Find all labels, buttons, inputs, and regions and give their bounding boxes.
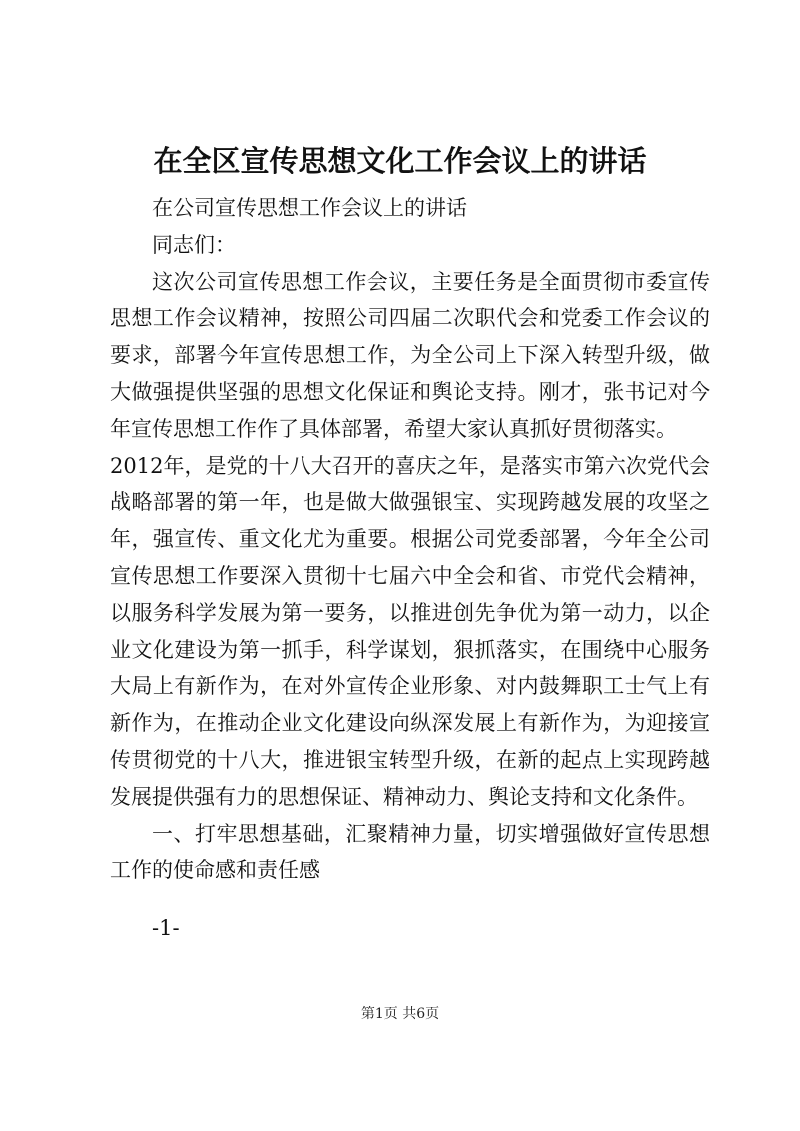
paragraph-intro: 这次公司宣传思想工作会议，主要任务是全面贯彻市委宣传思想工作会议精神，按照公司四届二次职代会和党委工作会议的要求，部署今年宣传思想工作，为全公司上下深入转型升级，做大做强提供坚强的思想文化保证和舆论支持。刚才，张书记对今年宣传思想工作作了具体部署，希望大家认真抓好贯彻落实。	[110, 269, 710, 441]
document-body	[110, 190, 710, 889]
section-heading-one: 一、打牢思想基础，汇聚精神力量，切实增强做好宣传思想工作的使命感和责任感	[110, 821, 710, 883]
inline-page-number: -1-	[152, 916, 180, 940]
subtitle-line: 在公司宣传思想工作会议上的讲话	[152, 196, 467, 220]
paragraph-2012: 2012年，是党的十八大召开的喜庆之年，是落实市第六次党代会战略部署的第一年，也是做大做强银宝、实现跨越发展的攻坚之年，强宣传、重文化尤为重要。根据公司党委部署，今年全公司宣传思想工作要深入贯彻十七届六中全会和省、市党代会精神，以服务科学发展为第一要务，以推进创先争优为第一动力，以企业文化建设为第一抓手，科学谋划，狠抓落实，在围绕中心服务大局上有新作为，在对外宣传企业形象、对内鼓舞职工士气上有新作为，在推动企业文化建设向纵深发展上有新作为，为迎接宣传贯彻党的十八大，推进银宝转型升级，在新的起点上实现跨越发展提供强有力的思想保证、精神动力、舆论支持和文化条件。	[110, 453, 710, 809]
greeting-line: 同志们：	[152, 232, 236, 257]
document-title: 在全区宣传思想文化工作会议上的讲话	[153, 144, 647, 178]
page-footer: 第1页 共6页	[360, 1006, 440, 1022]
